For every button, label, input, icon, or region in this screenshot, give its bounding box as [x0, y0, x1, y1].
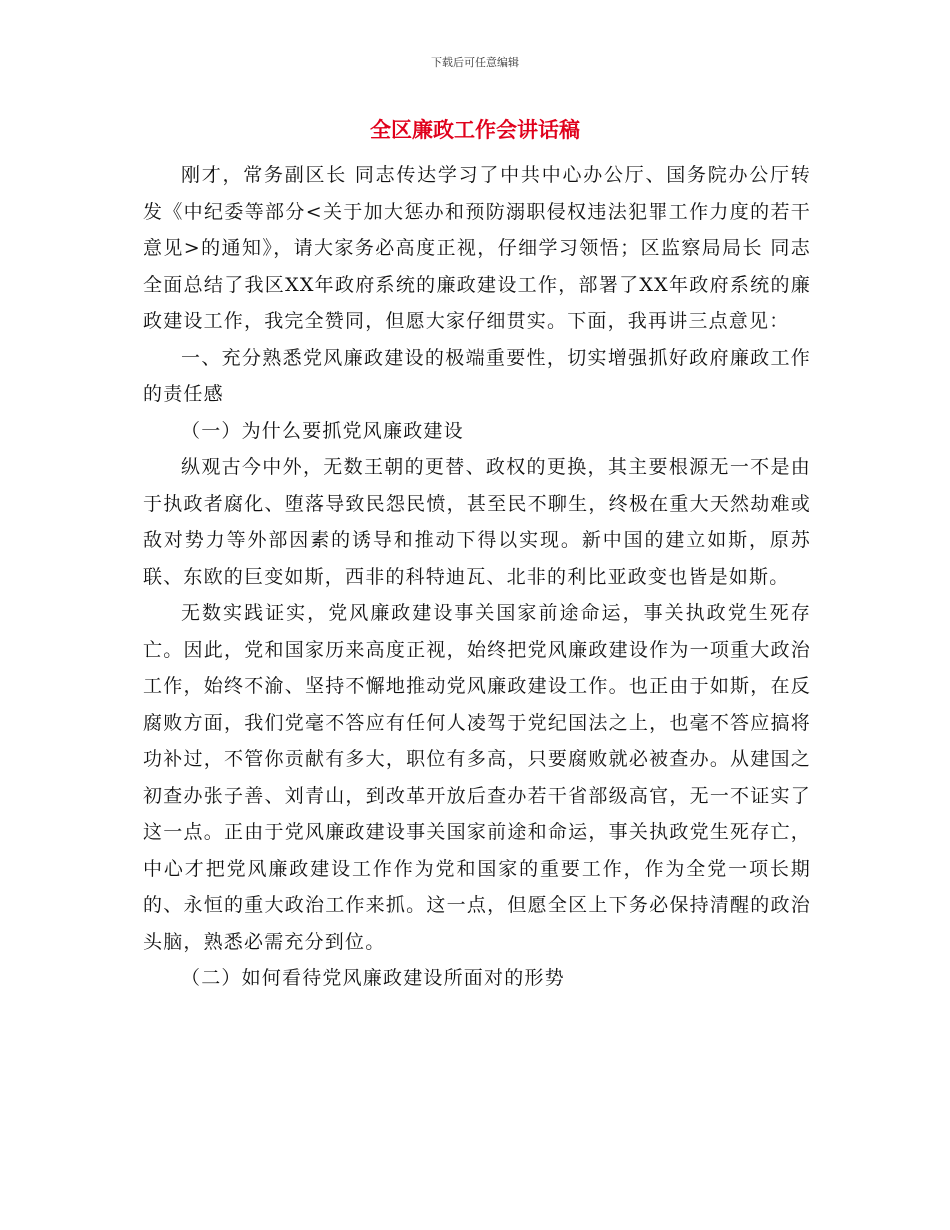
paragraph-history: 纵观古今中外，无数王朝的更替、政权的更换，其主要根源无一不是由于执政者腐化、堕落导致民怨民愤，甚至民不聊生，终极在重大天然劫难或敌对势力等外部因素的诱导和推动下得以实现。新中国的建立如斯，原苏联、东欧的巨变如斯，西非的科特迪瓦、北非的利比亚政变也皆是如斯。	[143, 456, 811, 588]
subsection-heading-2: （二）如何看待党风廉政建设所面对的形势	[181, 967, 565, 989]
document-body	[143, 157, 811, 997]
subsection-heading-1: （一）为什么要抓党风廉政建设	[181, 419, 464, 442]
paragraph-practice: 无数实践证实，党风廉政建设事关国家前途命运，事关执政党生死存亡。因此，党和国家历来高度正视，始终把党风廉政建设作为一项重大政治工作，始终不渝、坚持不懈地推动党风廉政建设工作。也正由于如斯，在反腐败方面，我们党毫不答应有任何人凌驾于党纪国法之上，也毫不答应搞将功补过，不管你贡献有多大，职位有多高，只要腐败就必被查办。从建国之初查办张子善、刘青山，到改革开放后查办若干省部级高官，无一不证实了这一点。正由于党风廉政建设事关国家前途和命运，事关执政党生死存亡，中心才把党风廉政建设工作作为党和国家的重要工作，作为全党一项长期的、永恒的重大政治工作来抓。这一点，但愿全区上下务必保持清醒的政治头脑，熟悉必需充分到位。	[143, 602, 811, 953]
section-heading-1: 一、充分熟悉党风廉政建设的极端重要性，切实增强抓好政府廉政工作的责任感	[143, 346, 811, 405]
paragraph-intro: 刚才，常务副区长 同志传达学习了中共中心办公厅、国务院办公厅转发《中纪委等部分<关于加大惩办和预防溺职侵权违法犯罪工作力度的若干意见>的通知》，请大家务必高度正视，仔细学习领悟；区监察局局长 同志全面总结了我区XX年政府系统的廉政建设工作，部署了XX年政府系统的廉政建设工作，我完全赞同，但愿大家仔细贯实。下面，我再讲三点意见：	[143, 164, 811, 332]
header-note: 下载后可任意编辑	[431, 56, 519, 69]
document-title: 全区廉政工作会讲话稿	[370, 118, 580, 142]
